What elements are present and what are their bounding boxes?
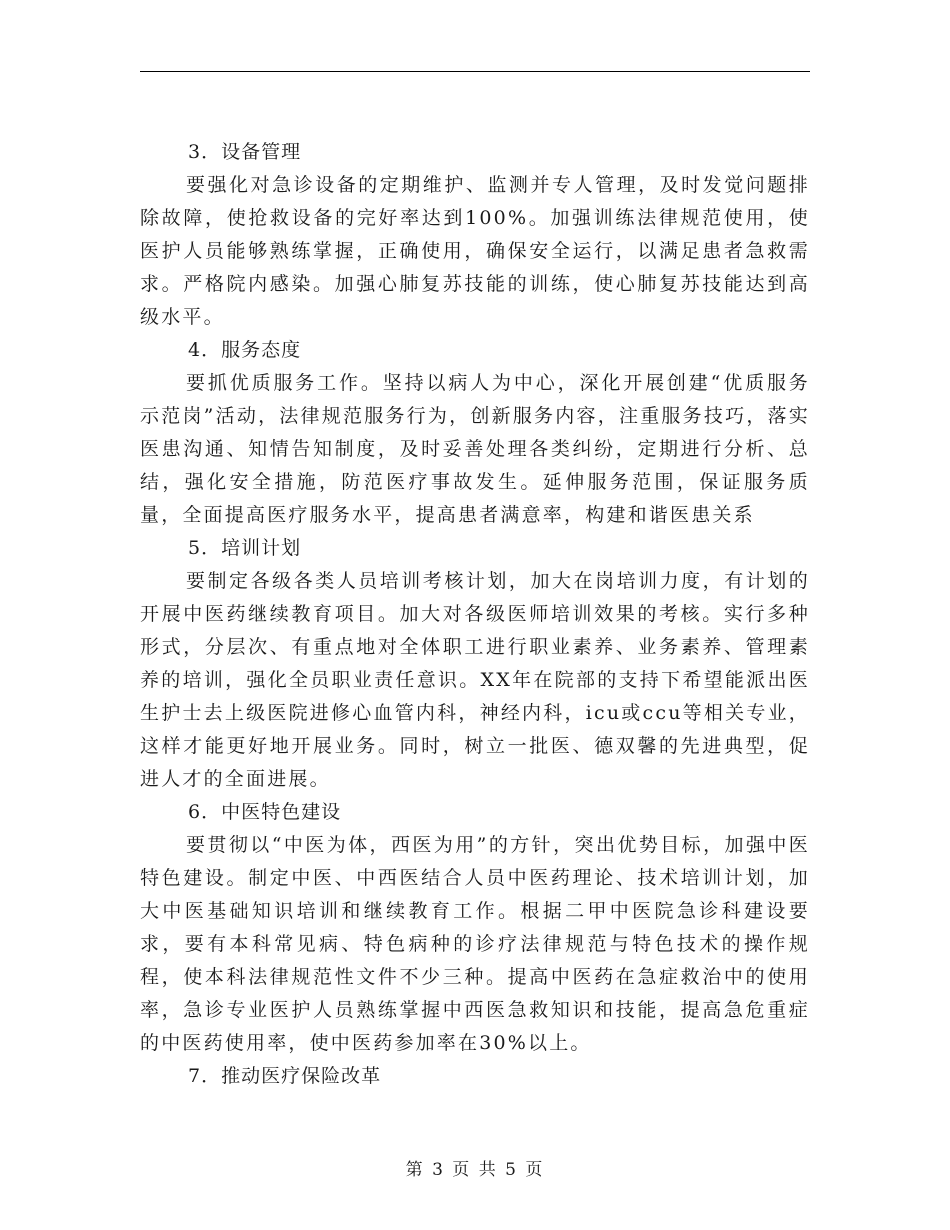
section-heading-training: 5．培训计划 bbox=[188, 537, 302, 559]
header-rule bbox=[140, 71, 810, 72]
section-body-service: 要抓优质服务工作。坚持以病人为中心，深化开展创建“优质服务示范岗”活动，法律规范服务行为，创新服务内容，注重服务技巧，落实医患沟通、知情告知制度，及时妥善处理各类纠纷，定期进行分析、总结，强化安全措施，防范医疗事故发生。延伸服务范围，保证服务质量，全面提高医疗服务水平，提高患者满意率，构建和谐医患关系 bbox=[140, 372, 810, 526]
section-body-equipment: 要强化对急诊设备的定期维护、监测并专人管理，及时发觉问题排除故障，使抢救设备的完好率达到100%。加强训练法律规范使用，使医护人员能够熟练掌握，正确使用，确保安全运行，以满足患者急救需求。严格院内感染。加强心肺复苏技能的训练，使心肺复苏技能达到高级水平。 bbox=[140, 174, 810, 328]
page-footer: 第 3 页 共 5 页 bbox=[405, 1160, 545, 1180]
section-heading-insurance: 7．推动医疗保险改革 bbox=[188, 1065, 382, 1087]
section-heading-equipment: 3．设备管理 bbox=[188, 141, 302, 163]
section-heading-tcm: 6．中医特色建设 bbox=[188, 801, 342, 823]
section-body-training: 要制定各级各类人员培训考核计划，加大在岗培训力度，有计划的开展中医药继续教育项目。加大对各级医师培训效果的考核。实行多种形式，分层次、有重点地对全体职工进行职业素养、业务素养、管理素养的培训，强化全员职业责任意识。XX年在院部的支持下希望能派出医生护士去上级医院进修心血管内科，神经内科，icu或ccu等相关专业，这样才能更好地开展业务。同时，树立一批医、德双馨的先进典型，促进人才的全面进展。 bbox=[140, 570, 810, 790]
document-body bbox=[140, 136, 810, 1093]
section-heading-service: 4．服务态度 bbox=[188, 339, 302, 361]
section-body-tcm: 要贯彻以“中医为体，西医为用”的方针，突出优势目标，加强中医特色建设。制定中医、中西医结合人员中医药理论、技术培训计划，加大中医基础知识培训和继续教育工作。根据二甲中医院急诊科建设要求，要有本科常见病、特色病种的诊疗法律规范与特色技术的操作规程，使本科法律规范性文件不少三种。提高中医药在急症救治中的使用率，急诊专业医护人员熟练掌握中西医急救知识和技能，提高急危重症的中医药使用率，使中医药参加率在30%以上。 bbox=[140, 834, 810, 1054]
